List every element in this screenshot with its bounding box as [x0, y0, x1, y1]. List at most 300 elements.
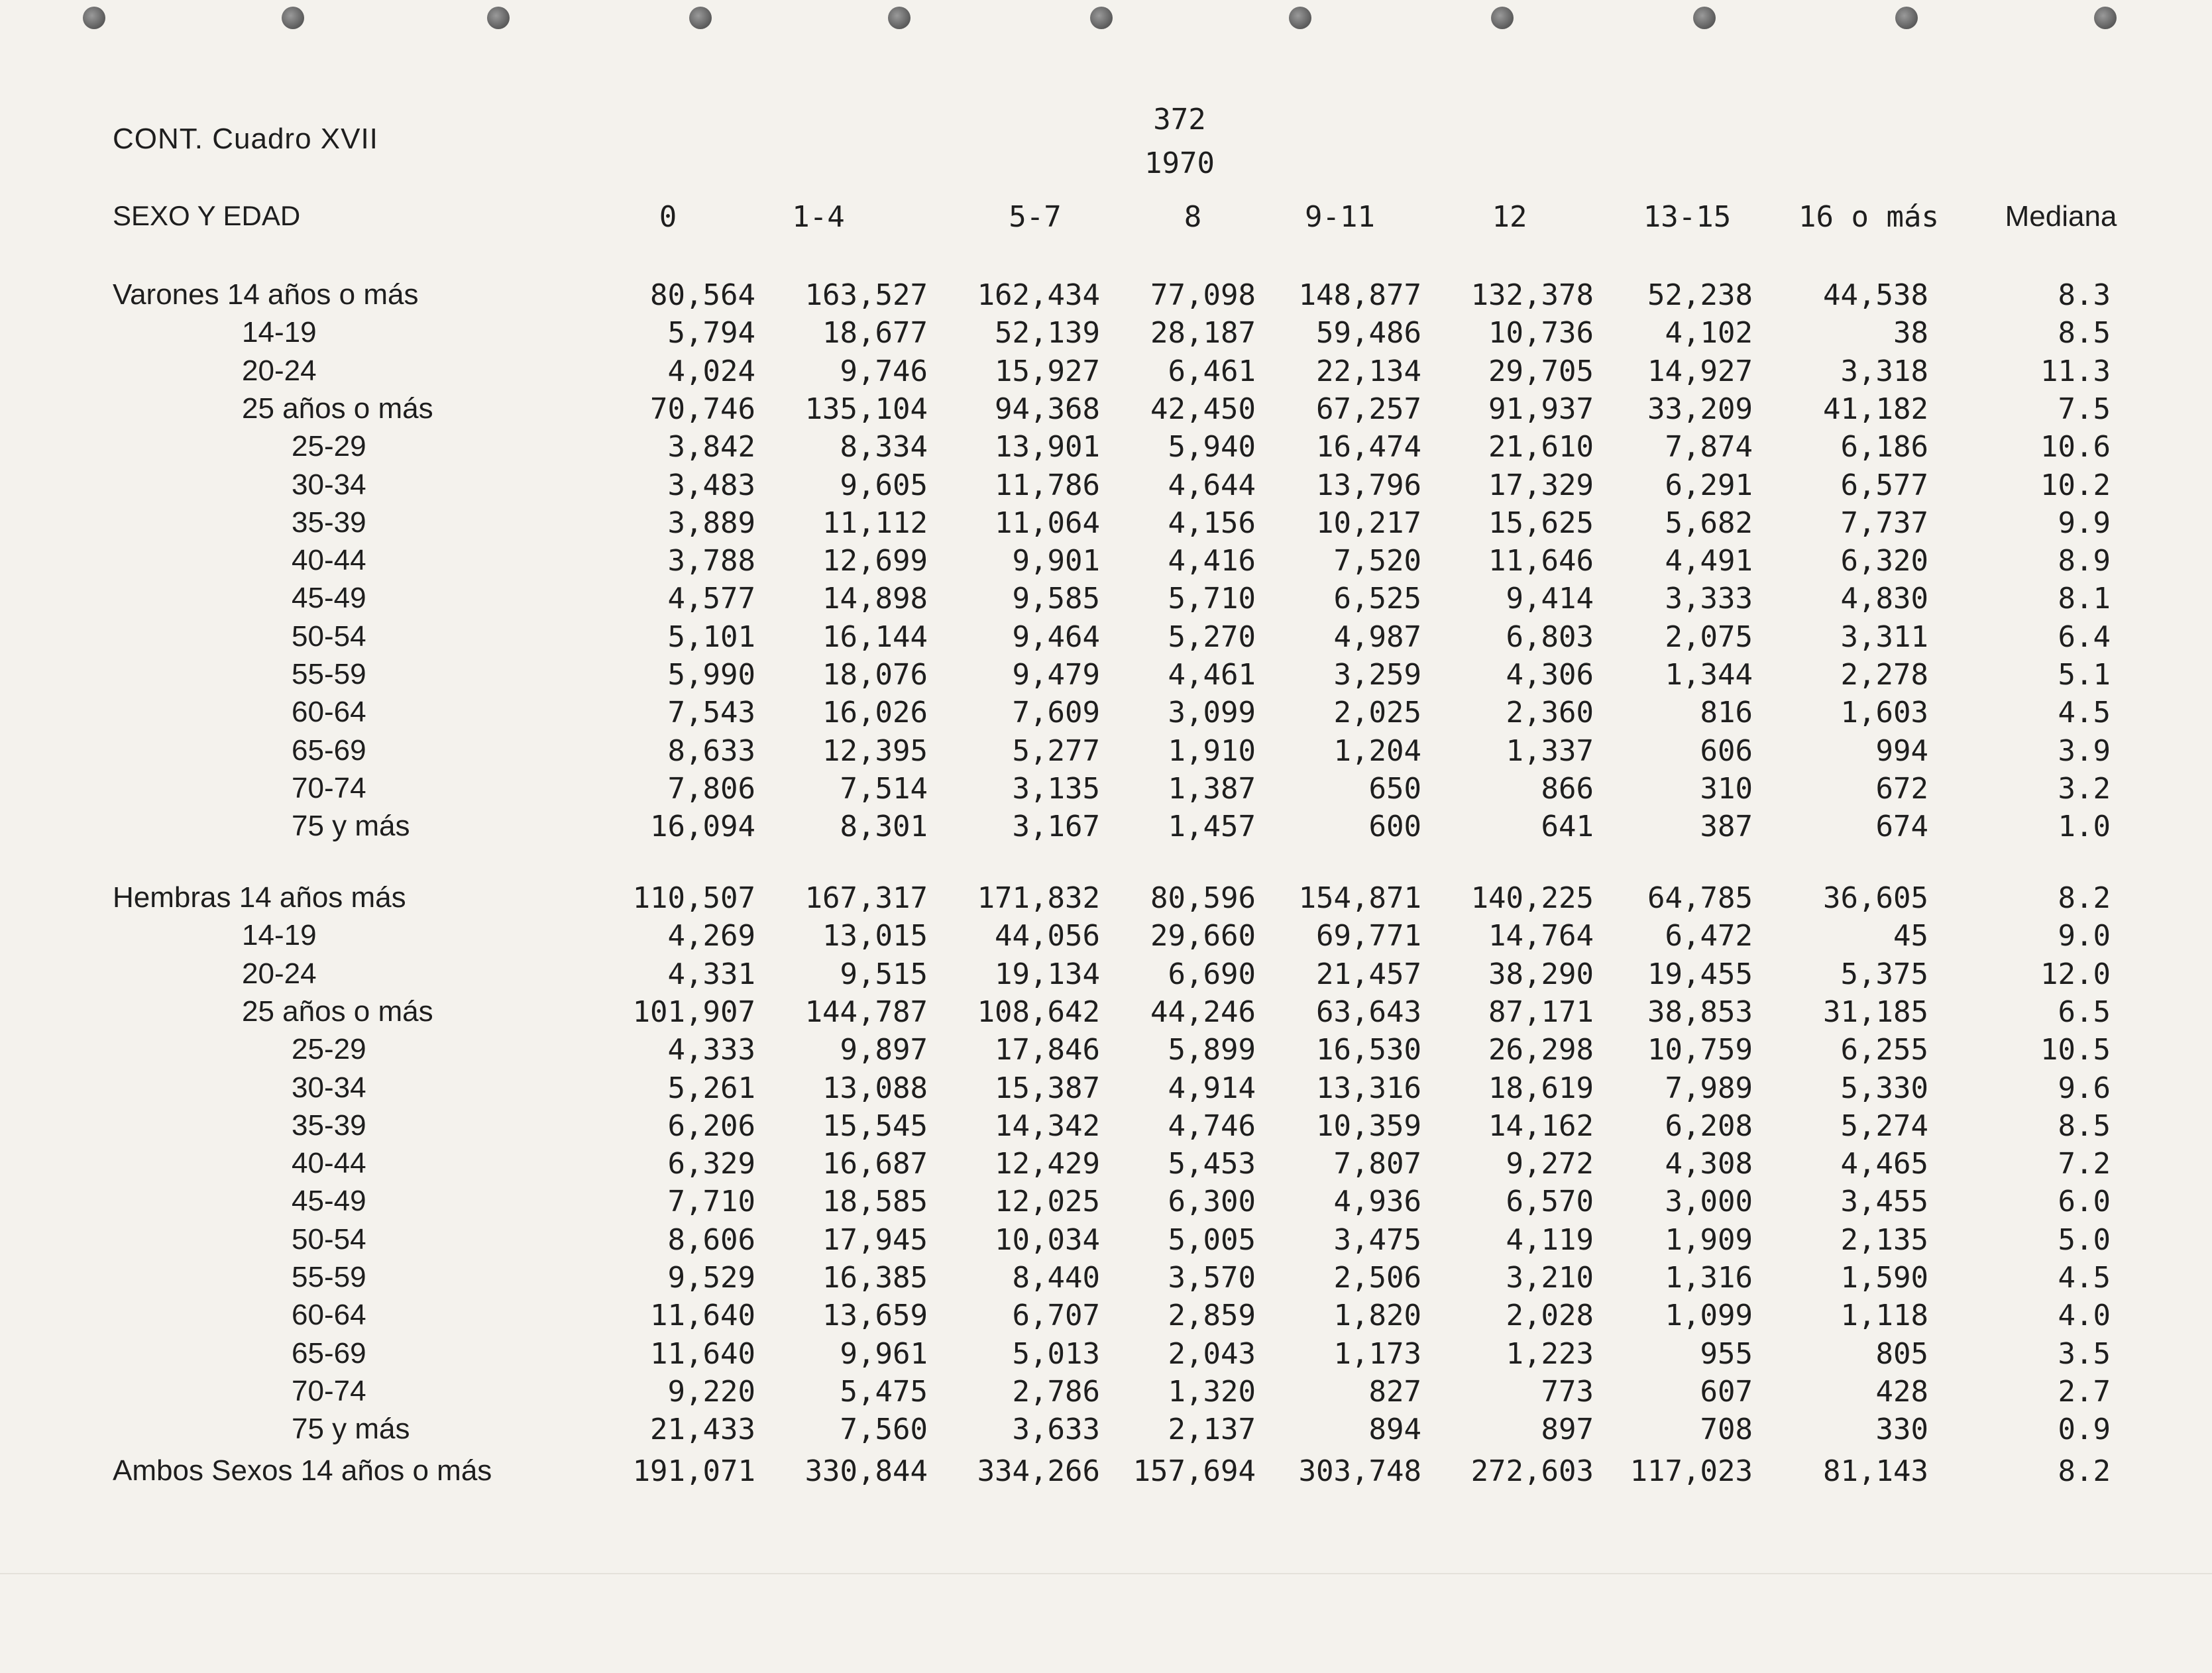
median-cell: 6.5 — [2058, 995, 2111, 1029]
column-header: 9-11 — [1305, 200, 1375, 234]
value-cell: 80,564 — [650, 278, 755, 312]
value-cell: 672 — [1875, 771, 1928, 806]
value-cell: 12,699 — [822, 544, 928, 578]
value-cell: 6,208 — [1665, 1108, 1753, 1143]
value-cell: 14,898 — [822, 582, 928, 616]
value-cell: 4,308 — [1665, 1147, 1753, 1181]
value-cell: 1,223 — [1506, 1336, 1594, 1371]
value-cell: 29,705 — [1488, 354, 1594, 388]
value-cell: 11,786 — [995, 468, 1100, 502]
median-cell: 11.3 — [2040, 354, 2111, 388]
value-cell: 8,633 — [667, 733, 755, 768]
value-cell: 14,927 — [1647, 354, 1753, 388]
value-cell: 6,329 — [667, 1147, 755, 1181]
table-row — [0, 995, 2212, 1032]
value-cell: 6,255 — [1840, 1033, 1928, 1067]
table-row — [0, 1337, 2212, 1374]
value-cell: 5,005 — [1168, 1222, 1256, 1257]
row-label: 40-44 — [292, 1147, 366, 1180]
row-label: 30-34 — [292, 468, 366, 501]
value-cell: 5,453 — [1168, 1147, 1256, 1181]
value-cell: 773 — [1541, 1374, 1594, 1409]
value-cell: 9,414 — [1506, 582, 1594, 616]
value-cell: 2,360 — [1506, 696, 1594, 730]
table-row — [0, 392, 2212, 429]
value-cell: 674 — [1875, 810, 1928, 844]
value-cell: 3,135 — [1012, 771, 1100, 806]
value-cell: 994 — [1875, 733, 1928, 768]
row-label: 65-69 — [292, 733, 366, 767]
value-cell: 3,318 — [1840, 354, 1928, 388]
value-cell: 805 — [1875, 1336, 1928, 1371]
value-cell: 1,590 — [1840, 1261, 1928, 1295]
median-cell: 3.2 — [2058, 771, 2111, 806]
value-cell: 91,937 — [1488, 392, 1594, 426]
value-cell: 11,646 — [1488, 544, 1594, 578]
value-cell: 6,707 — [1012, 1299, 1100, 1333]
median-cell: 3.9 — [2058, 733, 2111, 768]
value-cell: 1,344 — [1665, 658, 1753, 692]
value-cell: 16,026 — [822, 696, 928, 730]
value-cell: 144,787 — [804, 995, 928, 1029]
value-cell: 708 — [1700, 1413, 1753, 1447]
row-label: 35-39 — [292, 506, 366, 539]
value-cell: 16,687 — [822, 1147, 928, 1181]
value-cell: 5,710 — [1168, 582, 1256, 616]
punch-hole-icon — [282, 7, 304, 29]
punch-hole-icon — [1289, 7, 1311, 29]
value-cell: 19,455 — [1647, 957, 1753, 991]
row-label: 25 años o más — [242, 392, 433, 425]
median-cell: 4.0 — [2058, 1299, 2111, 1333]
value-cell: 7,737 — [1840, 506, 1928, 540]
value-cell: 8,440 — [1012, 1261, 1100, 1295]
row-label: 25 años o más — [242, 995, 433, 1028]
value-cell: 31,185 — [1823, 995, 1928, 1029]
value-cell: 3,633 — [1012, 1413, 1100, 1447]
value-cell: 13,796 — [1316, 468, 1421, 502]
median-cell: 5.0 — [2058, 1222, 2111, 1257]
value-cell: 8,334 — [840, 430, 928, 464]
value-cell: 45 — [1893, 919, 1928, 953]
value-cell: 110,507 — [632, 881, 755, 915]
value-cell: 29,660 — [1150, 919, 1256, 953]
row-label: 60-64 — [292, 696, 366, 729]
value-cell: 157,694 — [1133, 1454, 1256, 1488]
table-row — [0, 1109, 2212, 1146]
value-cell: 5,990 — [667, 658, 755, 692]
value-cell: 2,043 — [1168, 1336, 1256, 1371]
value-cell: 41,182 — [1823, 392, 1928, 426]
value-cell: 11,064 — [995, 506, 1100, 540]
value-cell: 330 — [1875, 1413, 1928, 1447]
table-row — [0, 1413, 2212, 1450]
median-cell: 8.9 — [2058, 544, 2111, 578]
value-cell: 4,119 — [1506, 1222, 1594, 1257]
value-cell: 7,543 — [667, 696, 755, 730]
value-cell: 18,076 — [822, 658, 928, 692]
value-cell: 4,416 — [1168, 544, 1256, 578]
table-row — [0, 506, 2212, 543]
value-cell: 387 — [1700, 810, 1753, 844]
value-cell: 272,603 — [1470, 1454, 1594, 1488]
table-row — [0, 620, 2212, 657]
value-cell: 8,606 — [667, 1222, 755, 1257]
value-cell: 6,803 — [1506, 620, 1594, 654]
median-cell: 6.4 — [2058, 620, 2111, 654]
value-cell: 3,842 — [667, 430, 755, 464]
value-cell: 7,806 — [667, 771, 755, 806]
table-row — [0, 1299, 2212, 1336]
value-cell: 154,871 — [1298, 881, 1421, 915]
value-cell: 1,316 — [1665, 1261, 1753, 1295]
value-cell: 4,331 — [667, 957, 755, 991]
value-cell: 9,272 — [1506, 1147, 1594, 1181]
value-cell: 13,659 — [822, 1299, 928, 1333]
value-cell: 6,690 — [1168, 957, 1256, 991]
value-cell: 607 — [1700, 1374, 1753, 1409]
value-cell: 15,927 — [995, 354, 1100, 388]
value-cell: 9,901 — [1012, 544, 1100, 578]
value-cell: 135,104 — [804, 392, 928, 426]
value-cell: 4,156 — [1168, 506, 1256, 540]
value-cell: 334,266 — [977, 1454, 1100, 1488]
column-header: 8 — [1184, 200, 1202, 234]
median-cell: 0.9 — [2058, 1413, 2111, 1447]
value-cell: 13,088 — [822, 1071, 928, 1105]
table-row — [0, 354, 2212, 392]
value-cell: 2,859 — [1168, 1299, 1256, 1333]
row-label: Ambos Sexos 14 años o más — [113, 1454, 492, 1487]
row-label: 70-74 — [292, 771, 366, 804]
value-cell: 10,034 — [995, 1222, 1100, 1257]
value-cell: 11,640 — [650, 1336, 755, 1371]
value-cell: 17,846 — [995, 1033, 1100, 1067]
value-cell: 1,337 — [1506, 733, 1594, 768]
value-cell: 18,619 — [1488, 1071, 1594, 1105]
punch-hole-icon — [83, 7, 105, 29]
value-cell: 9,479 — [1012, 658, 1100, 692]
value-cell: 1,457 — [1168, 810, 1256, 844]
table-row — [0, 1375, 2212, 1412]
median-cell: 9.0 — [2058, 919, 2111, 953]
value-cell: 3,311 — [1840, 620, 1928, 654]
value-cell: 5,940 — [1168, 430, 1256, 464]
value-cell: 101,907 — [632, 995, 755, 1029]
value-cell: 1,820 — [1333, 1299, 1421, 1333]
value-cell: 80,596 — [1150, 881, 1256, 915]
value-cell: 3,570 — [1168, 1261, 1256, 1295]
value-cell: 26,298 — [1488, 1033, 1594, 1067]
value-cell: 14,342 — [995, 1108, 1100, 1143]
value-cell: 12,395 — [822, 733, 928, 768]
median-cell: 10.5 — [2040, 1033, 2111, 1067]
median-cell: 7.2 — [2058, 1147, 2111, 1181]
row-label: 35-39 — [292, 1108, 366, 1142]
value-cell: 4,830 — [1840, 582, 1928, 616]
row-label: 25-29 — [292, 430, 366, 463]
value-cell: 12,429 — [995, 1147, 1100, 1181]
value-cell: 132,378 — [1470, 278, 1594, 312]
value-cell: 1,099 — [1665, 1299, 1753, 1333]
value-cell: 44,538 — [1823, 278, 1928, 312]
value-cell: 12,025 — [995, 1185, 1100, 1219]
value-cell: 2,075 — [1665, 620, 1753, 654]
value-cell: 3,788 — [667, 544, 755, 578]
value-cell: 8,301 — [840, 810, 928, 844]
value-cell: 4,746 — [1168, 1108, 1256, 1143]
value-cell: 9,746 — [840, 354, 928, 388]
value-cell: 44,056 — [995, 919, 1100, 953]
value-cell: 2,786 — [1012, 1374, 1100, 1409]
table-year: 1970 — [1144, 146, 1215, 180]
value-cell: 69,771 — [1316, 919, 1421, 953]
row-label: 50-54 — [292, 1222, 366, 1256]
value-cell: 310 — [1700, 771, 1753, 806]
median-cell: 1.0 — [2058, 810, 2111, 844]
value-cell: 4,102 — [1665, 316, 1753, 351]
value-cell: 15,625 — [1488, 506, 1594, 540]
value-cell: 167,317 — [804, 881, 928, 915]
value-cell: 1,204 — [1333, 733, 1421, 768]
value-cell: 6,461 — [1168, 354, 1256, 388]
value-cell: 13,015 — [822, 919, 928, 953]
value-cell: 5,899 — [1168, 1033, 1256, 1067]
value-cell: 1,118 — [1840, 1299, 1928, 1333]
value-cell: 38 — [1893, 316, 1928, 351]
value-cell: 3,333 — [1665, 582, 1753, 616]
table-row — [0, 278, 2212, 315]
value-cell: 606 — [1700, 733, 1753, 768]
value-cell: 38,290 — [1488, 957, 1594, 991]
value-cell: 7,514 — [840, 771, 928, 806]
value-cell: 44,246 — [1150, 995, 1256, 1029]
value-cell: 6,472 — [1665, 919, 1753, 953]
median-cell: 8.5 — [2058, 1108, 2111, 1143]
row-label: 25-29 — [292, 1033, 366, 1066]
value-cell: 7,609 — [1012, 696, 1100, 730]
row-label: 50-54 — [292, 620, 366, 653]
value-cell: 428 — [1875, 1374, 1928, 1409]
row-label: 20-24 — [242, 957, 317, 990]
value-cell: 117,023 — [1630, 1454, 1753, 1488]
table-row — [0, 734, 2212, 771]
value-cell: 42,450 — [1150, 392, 1256, 426]
median-cell: 10.2 — [2040, 468, 2111, 502]
table-row — [0, 957, 2212, 995]
value-cell: 7,874 — [1665, 430, 1753, 464]
value-cell: 6,570 — [1506, 1185, 1594, 1219]
value-cell: 21,433 — [650, 1413, 755, 1447]
value-cell: 2,137 — [1168, 1413, 1256, 1447]
value-cell: 5,330 — [1840, 1071, 1928, 1105]
punch-hole-icon — [1090, 7, 1113, 29]
value-cell: 816 — [1700, 696, 1753, 730]
value-cell: 7,807 — [1333, 1147, 1421, 1181]
row-label: 45-49 — [292, 1185, 366, 1218]
value-cell: 140,225 — [1470, 881, 1594, 915]
table-row — [0, 658, 2212, 695]
value-cell: 21,457 — [1316, 957, 1421, 991]
column-header: 16 o más — [1798, 200, 1939, 234]
table-title: CONT. Cuadro XVII — [113, 123, 378, 155]
value-cell: 3,475 — [1333, 1222, 1421, 1257]
value-cell: 7,520 — [1333, 544, 1421, 578]
row-label: 30-34 — [292, 1071, 366, 1104]
page-divider — [0, 1573, 2212, 1574]
median-cell: 8.2 — [2058, 1454, 2111, 1488]
value-cell: 21,610 — [1488, 430, 1594, 464]
value-cell: 18,585 — [822, 1185, 928, 1219]
value-cell: 52,139 — [995, 316, 1100, 351]
value-cell: 2,506 — [1333, 1261, 1421, 1295]
median-cell: 9.9 — [2058, 506, 2111, 540]
median-cell: 8.2 — [2058, 881, 2111, 915]
value-cell: 5,475 — [840, 1374, 928, 1409]
value-cell: 5,274 — [1840, 1108, 1928, 1143]
value-cell: 16,094 — [650, 810, 755, 844]
median-cell: 9.6 — [2058, 1071, 2111, 1105]
value-cell: 3,000 — [1665, 1185, 1753, 1219]
table-row — [0, 1261, 2212, 1298]
value-cell: 6,291 — [1665, 468, 1753, 502]
value-cell: 14,162 — [1488, 1108, 1594, 1143]
table-row — [0, 316, 2212, 353]
column-header: 13-15 — [1643, 200, 1732, 234]
column-header: Mediana — [2005, 200, 2117, 233]
value-cell: 2,028 — [1506, 1299, 1594, 1333]
value-cell: 955 — [1700, 1336, 1753, 1371]
value-cell: 897 — [1541, 1413, 1594, 1447]
row-label: 20-24 — [242, 354, 317, 387]
value-cell: 4,465 — [1840, 1147, 1928, 1181]
value-cell: 2,135 — [1840, 1222, 1928, 1257]
value-cell: 18,677 — [822, 316, 928, 351]
value-cell: 77,098 — [1150, 278, 1256, 312]
punch-hole-icon — [888, 7, 911, 29]
value-cell: 16,474 — [1316, 430, 1421, 464]
value-cell: 9,220 — [667, 1374, 755, 1409]
value-cell: 6,186 — [1840, 430, 1928, 464]
row-label: 70-74 — [292, 1374, 366, 1407]
value-cell: 9,529 — [667, 1261, 755, 1295]
value-cell: 70,746 — [650, 392, 755, 426]
value-cell: 4,024 — [667, 354, 755, 388]
value-cell: 22,134 — [1316, 354, 1421, 388]
table-row — [0, 1071, 2212, 1108]
median-cell: 4.5 — [2058, 1261, 2111, 1295]
value-cell: 303,748 — [1298, 1454, 1421, 1488]
value-cell: 3,167 — [1012, 810, 1100, 844]
value-cell: 827 — [1368, 1374, 1421, 1409]
table-row — [0, 1185, 2212, 1222]
value-cell: 10,736 — [1488, 316, 1594, 351]
value-cell: 10,217 — [1316, 506, 1421, 540]
median-cell: 7.5 — [2058, 392, 2111, 426]
value-cell: 5,013 — [1012, 1336, 1100, 1371]
value-cell: 52,238 — [1647, 278, 1753, 312]
punch-hole-icon — [1693, 7, 1716, 29]
punch-hole-icon — [2094, 7, 2117, 29]
value-cell: 866 — [1541, 771, 1594, 806]
row-label: 45-49 — [292, 582, 366, 615]
value-cell: 63,643 — [1316, 995, 1421, 1029]
row-label: 14-19 — [242, 919, 317, 952]
value-cell: 2,025 — [1333, 696, 1421, 730]
value-cell: 7,989 — [1665, 1071, 1753, 1105]
table-row — [0, 430, 2212, 467]
table-row — [0, 696, 2212, 733]
table-row — [0, 919, 2212, 956]
table-row — [0, 881, 2212, 918]
row-label: 55-59 — [292, 1261, 366, 1293]
value-cell: 13,316 — [1316, 1071, 1421, 1105]
table-row — [0, 1454, 2212, 1491]
value-cell: 16,385 — [822, 1261, 928, 1295]
value-cell: 5,682 — [1665, 506, 1753, 540]
row-label-header: SEXO Y EDAD — [113, 200, 301, 231]
median-cell: 3.5 — [2058, 1336, 2111, 1371]
row-label: Hembras 14 años más — [113, 881, 406, 914]
value-cell: 4,577 — [667, 582, 755, 616]
value-cell: 33,209 — [1647, 392, 1753, 426]
value-cell: 11,112 — [822, 506, 928, 540]
value-cell: 4,987 — [1333, 620, 1421, 654]
value-cell: 3,455 — [1840, 1185, 1928, 1219]
value-cell: 162,434 — [977, 278, 1100, 312]
value-cell: 3,210 — [1506, 1261, 1594, 1295]
value-cell: 5,277 — [1012, 733, 1100, 768]
value-cell: 163,527 — [804, 278, 928, 312]
table-row — [0, 1033, 2212, 1070]
value-cell: 1,603 — [1840, 696, 1928, 730]
value-cell: 330,844 — [804, 1454, 928, 1488]
value-cell: 6,577 — [1840, 468, 1928, 502]
punch-hole-icon — [1895, 7, 1918, 29]
row-label: 40-44 — [292, 544, 366, 577]
value-cell: 171,832 — [977, 881, 1100, 915]
value-cell: 1,909 — [1665, 1222, 1753, 1257]
value-cell: 1,387 — [1168, 771, 1256, 806]
table-row — [0, 582, 2212, 619]
binder-holes — [0, 0, 2212, 46]
row-label: 60-64 — [292, 1299, 366, 1332]
median-cell: 8.1 — [2058, 582, 2111, 616]
value-cell: 87,171 — [1488, 995, 1594, 1029]
column-header: 5-7 — [1009, 200, 1062, 234]
value-cell: 15,387 — [995, 1071, 1100, 1105]
value-cell: 4,269 — [667, 919, 755, 953]
value-cell: 9,585 — [1012, 582, 1100, 616]
value-cell: 38,853 — [1647, 995, 1753, 1029]
value-cell: 4,333 — [667, 1033, 755, 1067]
value-cell: 1,320 — [1168, 1374, 1256, 1409]
value-cell: 600 — [1368, 810, 1421, 844]
value-cell: 9,464 — [1012, 620, 1100, 654]
row-label: 14-19 — [242, 316, 317, 349]
value-cell: 13,901 — [995, 430, 1100, 464]
median-cell: 8.3 — [2058, 278, 2111, 312]
value-cell: 81,143 — [1823, 1454, 1928, 1488]
column-header-row — [0, 200, 2212, 237]
value-cell: 4,936 — [1333, 1185, 1421, 1219]
value-cell: 5,375 — [1840, 957, 1928, 991]
value-cell: 15,545 — [822, 1108, 928, 1143]
punch-hole-icon — [1491, 7, 1514, 29]
value-cell: 148,877 — [1298, 278, 1421, 312]
value-cell: 5,101 — [667, 620, 755, 654]
value-cell: 650 — [1368, 771, 1421, 806]
